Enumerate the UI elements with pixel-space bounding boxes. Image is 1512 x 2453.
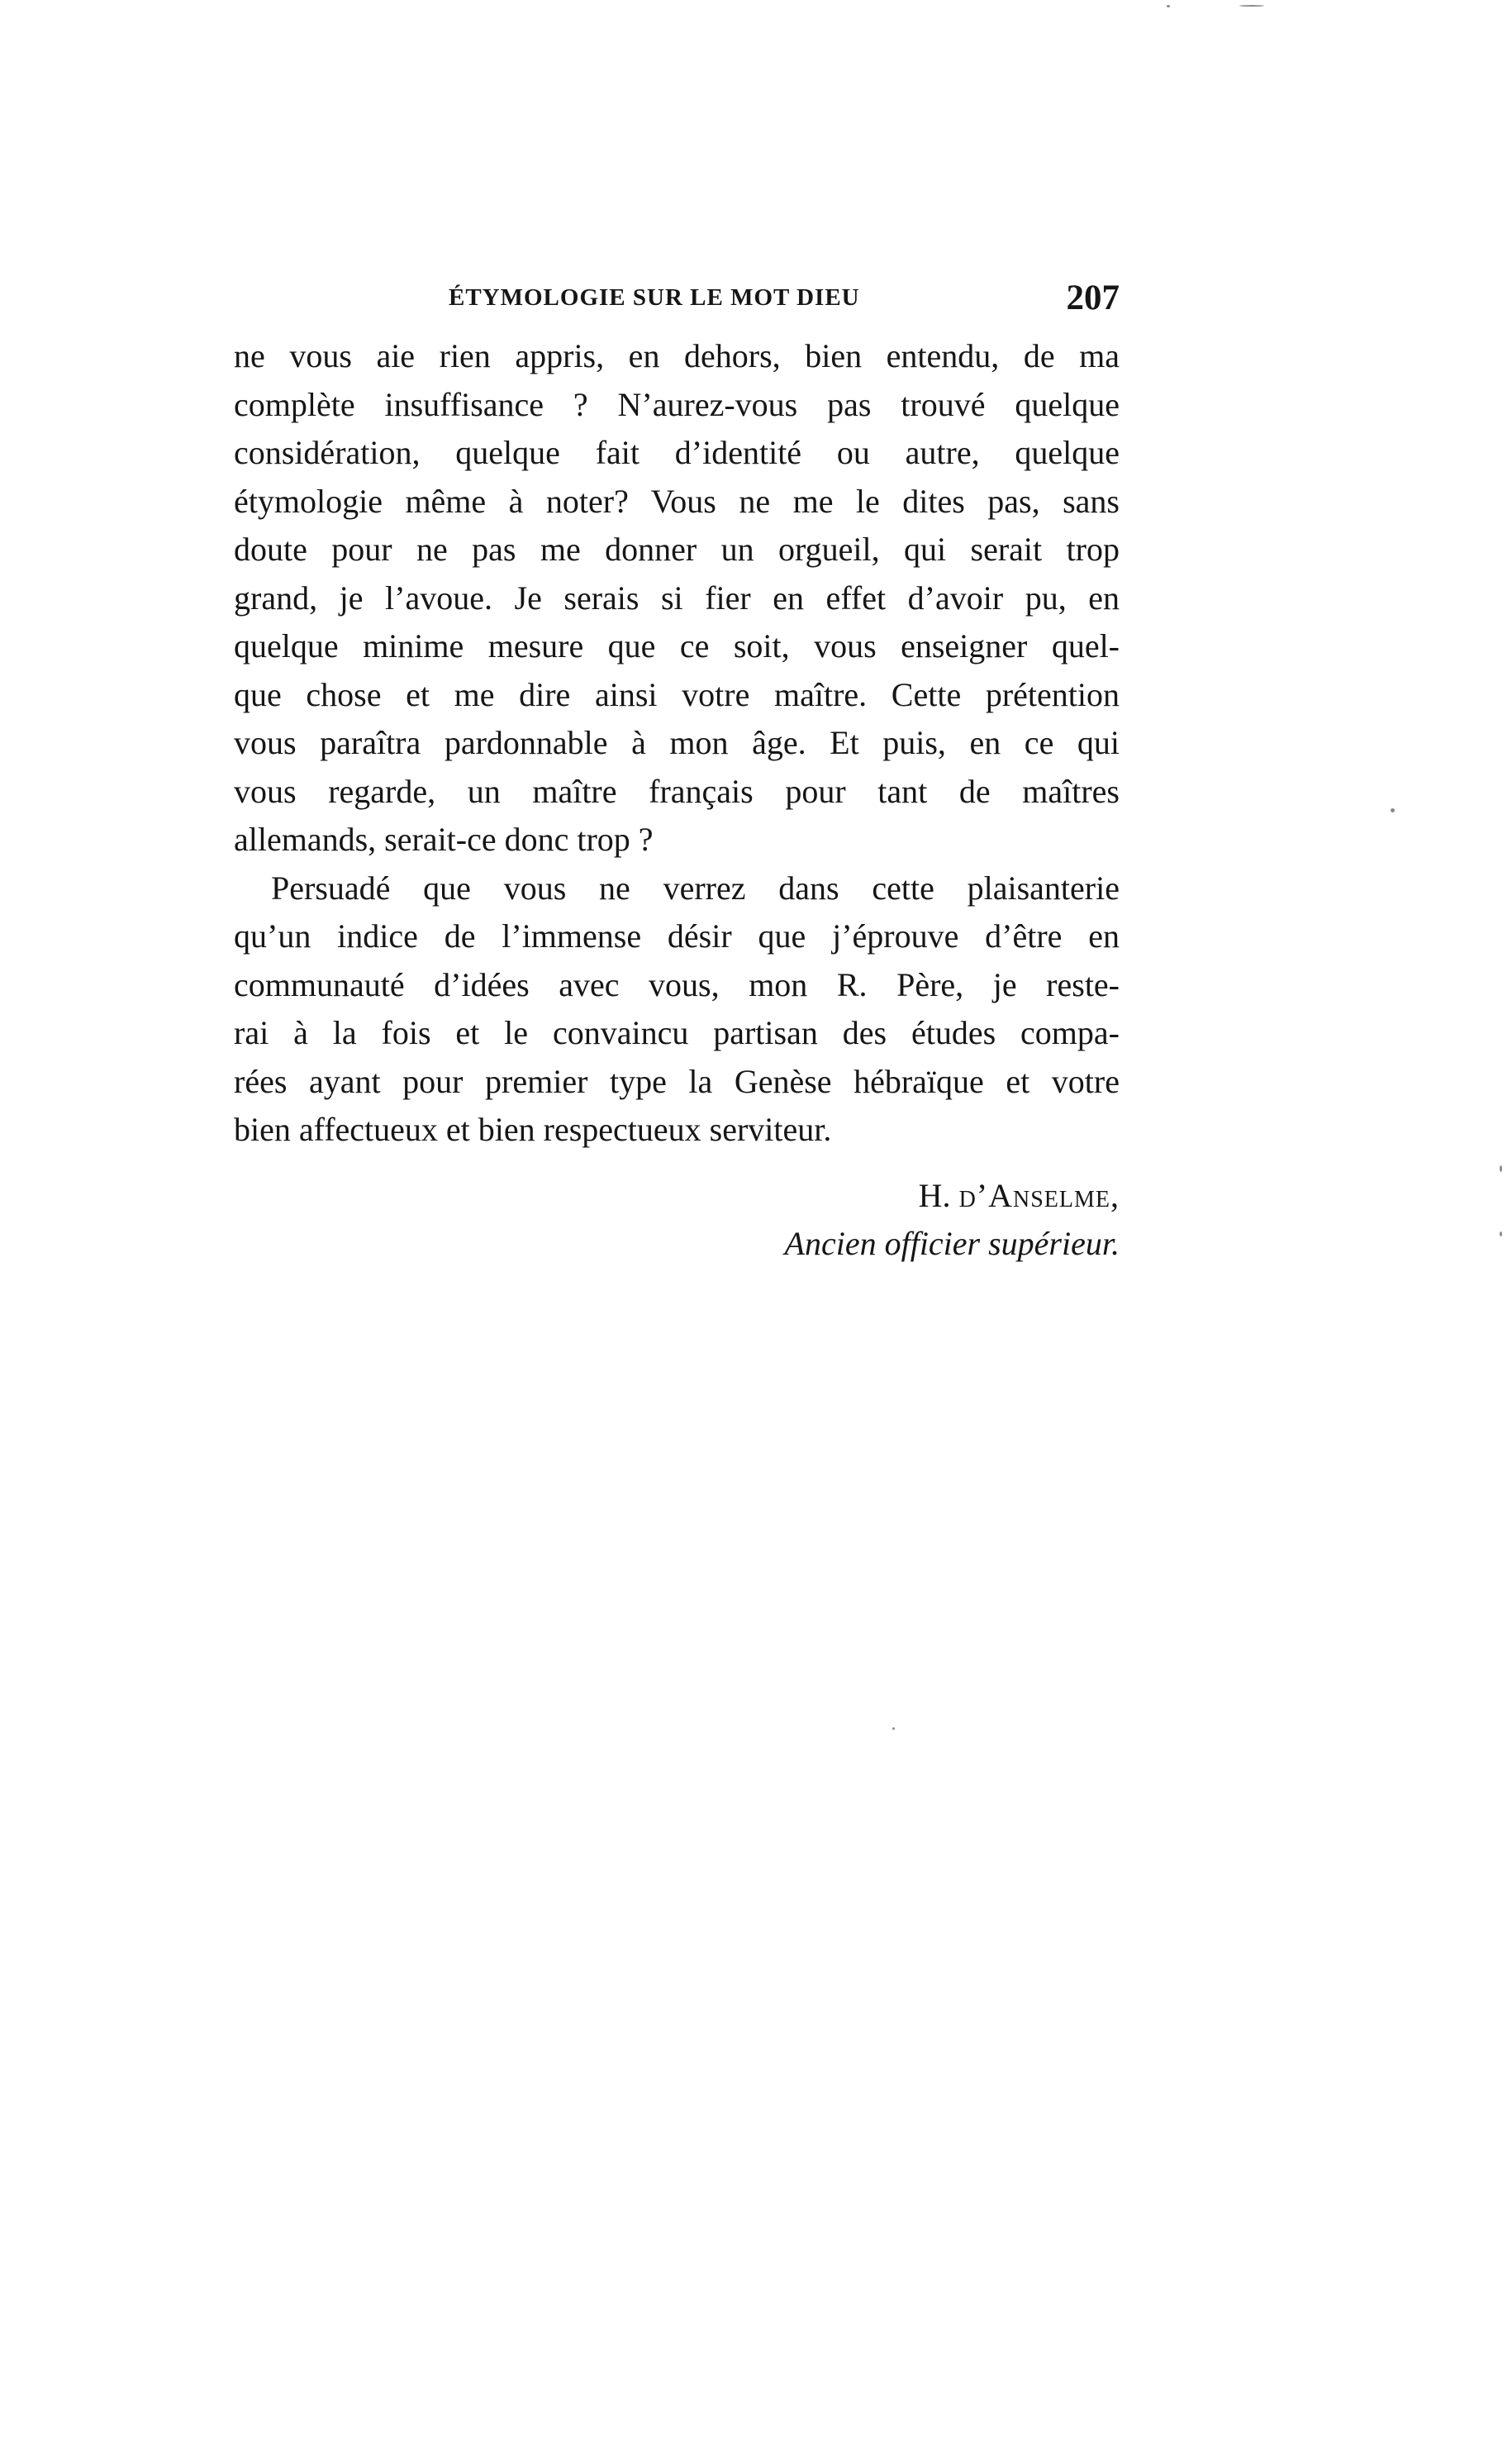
body-text xyxy=(234,332,1120,1155)
text-line: doute pour ne pas me donner un orgueil, qui serait trop xyxy=(234,531,1120,568)
scan-speck xyxy=(1391,808,1395,812)
text-line: ne vous aie rien appris, en dehors, bien entendu, de ma xyxy=(234,337,1120,374)
author-surname: d’Anselme, xyxy=(958,1177,1120,1214)
text-line: quelque minime mesure que ce soit, vous enseigner quel- xyxy=(234,627,1120,664)
text-line: bien affectueux et bien respectueux serviteur. xyxy=(234,1111,832,1148)
author-title: Ancien officier supérieur. xyxy=(784,1225,1120,1262)
scan-speck xyxy=(1239,5,1264,7)
running-head xyxy=(234,278,1120,327)
text-line: complète insuffisance ? N’aurez-vous pas trouvé quelque xyxy=(234,385,1120,423)
scan-speck xyxy=(1167,5,1170,7)
text-line: allemands, serait-ce donc trop ? xyxy=(234,821,654,858)
text-line: étymologie même à noter? Vous ne me le dites pas, sans xyxy=(234,482,1120,520)
running-title: ÉTYMOLOGIE SUR LE MOT DIEU xyxy=(449,284,860,311)
text-line: qu’un indice de l’immense désir que j’éprouve d’être en xyxy=(234,917,1120,955)
signature-block xyxy=(785,1172,1120,1268)
text-line: vous paraîtra pardonnable à mon âge. Et puis, en ce qui xyxy=(234,724,1120,761)
scan-speck xyxy=(1500,1165,1502,1172)
text-line: vous regarde, un maître français pour tant de maîtres xyxy=(234,772,1120,810)
text-line: rées ayant pour premier type la Genèse hébraïque et votre xyxy=(234,1062,1120,1100)
paragraph-1 xyxy=(234,332,1120,865)
text-line: Persuadé que vous ne verrez dans cette plaisanterie xyxy=(271,869,1120,907)
author-initial: H. xyxy=(918,1177,951,1214)
text-line: communauté d’idées avec vous, mon R. Père, je reste- xyxy=(234,965,1120,1003)
text-line: considération, quelque fait d’identité ou autre, quelque xyxy=(234,434,1120,471)
text-line: grand, je l’avoue. Je serais si fier en effet d’avoir pu, en xyxy=(234,579,1120,617)
paragraph-2 xyxy=(234,865,1120,1155)
text-line: que chose et me dire ainsi votre maître. Cette prétention xyxy=(234,675,1120,713)
scan-speck xyxy=(892,1727,895,1730)
scan-speck xyxy=(1500,1231,1502,1236)
text-line: rai à la fois et le convaincu partisan des études compa- xyxy=(234,1014,1120,1051)
page-number: 207 xyxy=(1066,279,1120,317)
author-name xyxy=(785,1172,1120,1220)
